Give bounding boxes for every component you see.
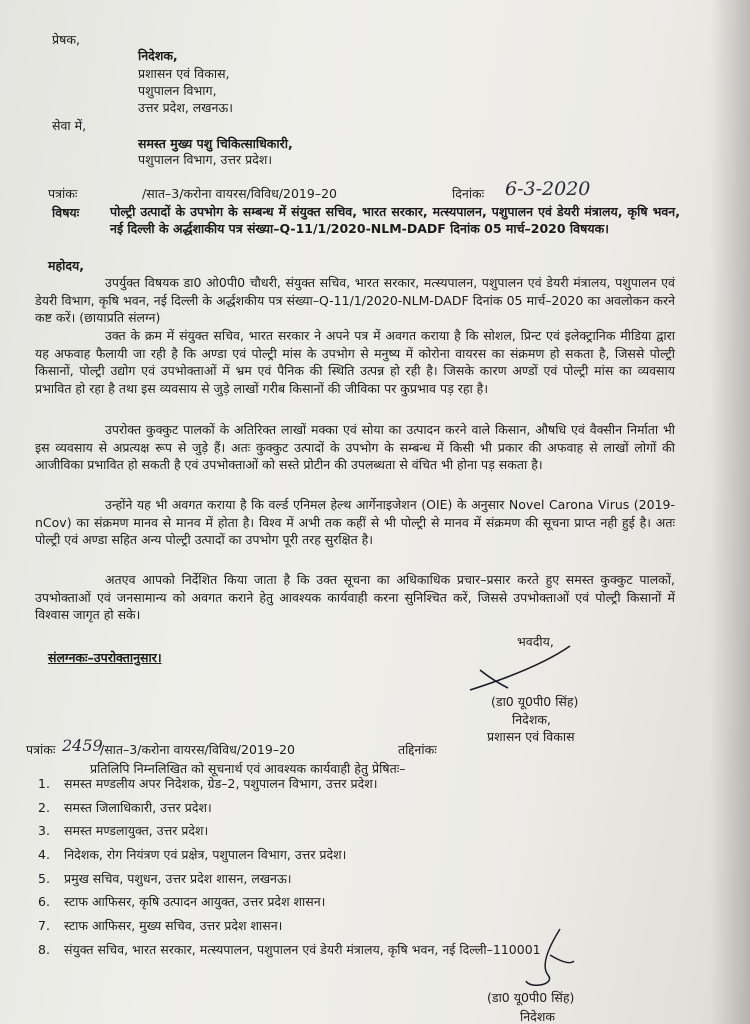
body-paragraph-4: उन्होंने यह भी अवगत कराया है कि वर्ल्ड एनिमल हेल्थ आर्गेनाइजेशन (OIE) के अनुसार Novel Carona Virus (2019-nCov) का संक्रमण मानव से मानव में होता है। विश्व में अभी तक कहीं से भी पोल्ट्री से मानव में संक्रमण की सूचना प्राप्त नही हुई है। अतः पोल्ट्री एवं अण्डा सहित अन्य पोल्ट्री उत्पादों का उपभोग पूरी तरह सुरक्षित है। [35,497,675,547]
sender-label: प्रेषक, [52,32,80,47]
recipient-line-1: पशुपालन विभाग, उत्तर प्रदेश। [138,152,273,167]
page-edge-shadow [710,0,750,1024]
list-item: 4. निदेशक, रोग नियंत्रण एवं प्रक्षेत्र, पशुपालन विभाग, उत्तर प्रदेश। [38,847,347,863]
list-item: 3. समस्त मण्डलायुक्त, उत्तर प्रदेश। [38,823,209,839]
body-paragraph-1: उपर्युक्त विषयक डा0 ओ0पी0 चौधरी, संयुक्त सचिव, भारत सरकार, मत्स्यपालन, पशुपालन एवं डेयरी मंत्रालय, पशुपालन एवं डेयरी विभाग, कृषि भवन, नई दिल्ली के अर्द्धशकीय पत्र संख्या–Q-11/1/2020-NLM-DADF दिनांक 05 मार्च–2020 का अवलोकन करने कष्ट करें। (छायाप्रति संलग्न) [35,275,675,325]
copy-reference-number-handwritten: 2459 [62,736,103,755]
sender-line-3: उत्तर प्रदेश, लखनऊ। [138,100,233,115]
reference-label: पत्रांकः [48,186,78,201]
signature-scribble-2 [520,925,580,995]
copy-reference-number: /सात–3/करोना वायरस/विविध/2019–20 [100,742,295,757]
salutation: महोदय, [48,258,84,273]
body-paragraph-5: अतएव आपको निर्देशित किया जाता है कि उक्त सूचना का अधिकाधिक प्रचार–प्रसार करते हुए समस्त कुक्कुट पालकों, उपभोक्ताओं एवं जनसामान्य को अवगत कराने हेतु आवश्यक कार्यवाही करना सुनिश्चित करें, जिससे उपभोक्ताओं एवं पोल्ट्री किसानों में विश्वास जागृत हो सके। [35,572,675,622]
closing: भवदीय, [517,634,554,649]
subject-text: पोल्ट्री उत्पादों के उपभोग के सम्बन्ध में संयुक्त सचिव, भारत सरकार, मत्स्यपालन, पशुपालन एवं डेयरी मंत्रालय, कृषि भवन, नई दिल्ली के अर्द्धशाकीय पत्र संख्या–Q-11/1/2020-NLM-DADF दिनांक 05 मार्च–2020 विषयक। [110,204,680,236]
list-item: 1. समस्त मण्डलीय अपर निदेशक, ग्रेड–2, पशुपालन विभाग, उत्तर प्रदेश। [38,776,378,791]
body-paragraph-2: उक्त के क्रम में संयुक्त सचिव, भारत सरकार ने अपने पत्र में अवगत कराया है कि सोशल, प्रिन्ट एवं इलेक्ट्रानिक मीडिया द्वारा यह अफवाह फैलायी जा रही है कि अण्डा एवं पोल्ट्री मांस के उपभोग से मनुष्य में कोरोना वायरस का संक्रमण हो सकता है, जिससे पोल्ट्री किसानों, पोल्ट्री उद्योग एवं उपभोक्ताओं में भ्रम एवं पैनिक की स्थिति उत्पन्न हो रही है। जिसके कारण अण्डों एवं पोल्ट्री मांस का व्यवसाय प्रभावित हो रहा है तथा इस व्यवसाय से जुड़े लाखों गरीब किसानों की जीविका पर कुप्रभाव पड़ रहा है। [35,328,675,396]
list-item: 8. संयुक्त सचिव, भारत सरकार, मत्स्यपालन, पशुपालन एवं डेयरी मंत्रालय, कृषि भवन, नई दिल्ली–110001 [38,941,541,957]
copy-reference-label: पत्रांकः [26,742,56,757]
signature-1-name: (डा0 यू0पी0 सिंह) [491,694,579,709]
sender-line-2: पशुपालन विभाग, [138,83,217,98]
subject-label: विषयः [52,205,80,220]
list-item: 7. स्टाफ आफिसर, मुख्य सचिव, उत्तर प्रदेश शासन। [38,918,283,934]
copy-reference-date-label: तद्दिनांकः [398,742,437,757]
list-item: 6. स्टाफ आफिसर, कृषि उत्पादन आयुक्त, उत्तर प्रदेश शासन। [38,894,326,910]
list-item: 5. प्रमुख सचिव, पशुधन, उत्तर प्रदेश शासन, लखनऊ। [38,870,292,886]
recipient-label: सेवा में, [52,118,87,133]
reference-date-handwritten: 6-3-2020 [505,178,591,200]
recipient-designation: समस्त मुख्य पशु चिकित्साधिकारी, [138,136,293,151]
list-item: 2. समस्त जिलाधिकारी, उत्तर प्रदेश। [38,799,212,815]
signature-1-dept: प्रशासन एवं विकास [487,729,575,744]
copy-intro: प्रतिलिपि निम्नलिखित को सूचनार्थ एवं आवश्यक कार्यवाही हेतु प्रेषितः– [90,761,406,776]
body-paragraph-3: उपरोक्त कुक्कुट पालकों के अतिरिक्त लाखों मक्का एवं सोया का उत्पादन करने वाले किसान, औषधि एवं वैक्सीन निर्माता भी इस व्यवसाय से अप्रत्यक्ष रूप से जुड़े हैं। अतः कुक्कुट उत्पादों के उपभोग के सम्बन्ध में किसी भी प्रकार की अफवाह से लाखों लोगों की आजीविका प्रभावित हो सकती है एवं उपभोक्ताओं को सस्ते प्रोटीन की उपलब्धता से वंचित भी होना पड़ सकता है। [35,422,675,472]
signature-2-name: (डा0 यू0पी0 सिंह) [487,990,575,1005]
reference-number: /सात–3/करोना वायरस/विविध/2019–20 [142,186,337,201]
signature-1-designation: निदेशक, [512,712,551,727]
copy-list [38,776,541,966]
reference-date-label: दिनांकः [452,186,485,201]
signature-scribble-1 [440,640,580,698]
sender-line-1: प्रशासन एवं विकास, [138,66,230,81]
sender-designation: निदेशक, [138,48,178,63]
signature-2-designation: निदेशक [520,1009,555,1024]
enclosure-note: संलग्नकः–उपरोक्तानुसार। [48,650,162,665]
